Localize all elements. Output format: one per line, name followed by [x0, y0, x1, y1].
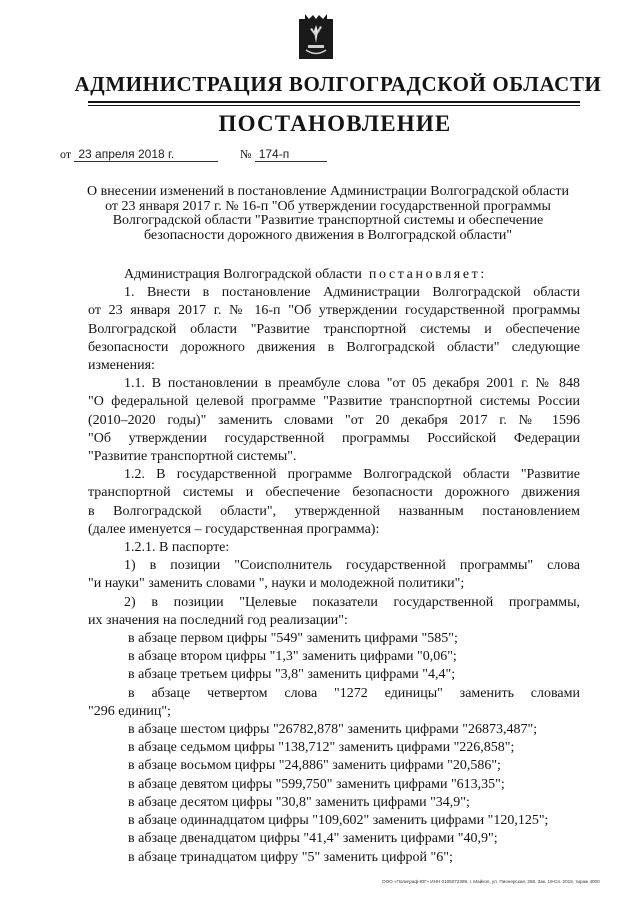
header-rule-thick	[88, 101, 580, 103]
number-value: 174-п	[255, 147, 327, 162]
number-prefix: №	[240, 147, 252, 161]
date-prefix: от	[60, 147, 72, 161]
printer-imprint: ООО «Полиграф-ЮГ» ИНН 0105072389, г. Майкоп, ул. Пионерская, 268. Зак. 19-Сп. 2015, тираж 4000	[382, 879, 600, 884]
preamble-decree-word: постановляет:	[368, 267, 487, 282]
preamble-line	[88, 266, 580, 284]
body-line: Волгоградской области "Развитие транспортной системы и обеспечение	[88, 321, 580, 337]
body-line: транспортной системы и обеспечение безопасности дорожного движения	[88, 485, 580, 501]
body-line: в абзаце четвертом слова "1272 единицы" заменить словами	[128, 685, 580, 701]
body-line: "О федеральной целевой программе "Развитие транспортной системы России	[88, 394, 580, 410]
subject-line: безопасности дорожного движения в Волгоградской области"	[143, 227, 513, 243]
body-line: изменения:	[88, 358, 155, 374]
number-line	[240, 146, 327, 166]
body-line: "Развитие транспортной системы".	[88, 449, 297, 465]
body-line: (2010–2020 годы)" заменить словами "от 20 декабря 2017 г. № 1596	[88, 412, 580, 428]
body-line: "296 единиц";	[88, 703, 171, 719]
body-line: в абзаце одиннадцатом цифры "109,602" заменить цифрами "120,125";	[128, 813, 549, 829]
body-line: в абзаце девятом цифры "599,750" заменить цифрами "613,35";	[128, 776, 505, 792]
header-rule-thin	[88, 105, 580, 106]
body-line: в абзаце тринадцатом цифру "5" заменить цифрой "6";	[128, 849, 453, 865]
organization-title: АДМИНИСТРАЦИЯ ВОЛГОГРАДСКОЙ ОБЛАСТИ	[74, 72, 602, 96]
body-line: в абзаце втором цифры "1,3" заменить цифрами "0,06";	[128, 649, 457, 665]
subject-line: О внесении изменений в постановление Администрации Волгоградской области	[87, 184, 569, 199]
body-line: (далее именуется – государственная программа):	[88, 521, 380, 537]
body-line: 1.1. В постановлении в преамбуле слова "от 05 декабря 2001 г. № 848	[124, 376, 580, 392]
coat-of-arms-emblem-icon	[296, 13, 336, 63]
body-line: 1.2.1. В паспорте:	[124, 540, 230, 556]
body-line: от 23 января 2017 г. № 16-п "Об утверждении государственной программы	[88, 303, 580, 319]
date-line	[60, 146, 218, 166]
subject-line: Волгоградской области "Развитие транспортной системы и обеспечение	[112, 213, 544, 229]
document-subject	[78, 185, 578, 243]
body-line: 1. Внести в постановление Администрации Волгоградской области	[124, 285, 580, 301]
body-line: безопасности дорожного движения в Волгоградской области" следующие	[88, 339, 580, 355]
subject-line: от 23 января 2017 г. № 16-п "Об утверждении государственной программы	[105, 198, 551, 214]
body-line: в Волгоградской области", утвержденной названным постановлением	[88, 503, 580, 519]
document-type-title: ПОСТАНОВЛЕНИЕ	[218, 111, 452, 136]
body-line: в абзаце двенадцатом цифры "41,4" заменить цифрами "40,9";	[128, 831, 498, 847]
body-line: в абзаце третьем цифры "3,8" заменить цифрами "4,4";	[128, 667, 456, 683]
body-line: 2) в позиции "Целевые показатели государственной программы,	[124, 594, 580, 610]
body-line: в абзаце шестом цифры "26782,878" заменить цифрами "26873,487";	[128, 722, 538, 738]
body-line: в абзаце первом цифры "549" заменить цифрами "585";	[128, 631, 458, 647]
body-line: их значения на последний год реализации":	[88, 612, 348, 628]
body-line: 1.2. В государственной программе Волгоградской области "Развитие	[124, 467, 580, 483]
preamble-text: Администрация Волгоградской области	[124, 267, 362, 282]
body-line: в абзаце восьмом цифры "24,886" заменить цифрами "20,586";	[128, 758, 501, 774]
body-line: "и науки" заменить словами ", науки и молодежной политики";	[88, 576, 465, 592]
body-line: в абзаце десятом цифры "30,8" заменить цифрами "34,9";	[128, 794, 470, 810]
body-line: в абзаце седьмом цифры "138,712" заменить цифрами "226,858";	[128, 740, 515, 756]
body-line: "Об утверждении государственной программы Российской Федерации	[88, 430, 580, 446]
body-line: 1) в позиции "Соисполнитель государственной программы" слова	[124, 558, 580, 574]
date-value: 23 апреля 2018 г.	[74, 147, 218, 162]
document-body	[88, 266, 580, 867]
